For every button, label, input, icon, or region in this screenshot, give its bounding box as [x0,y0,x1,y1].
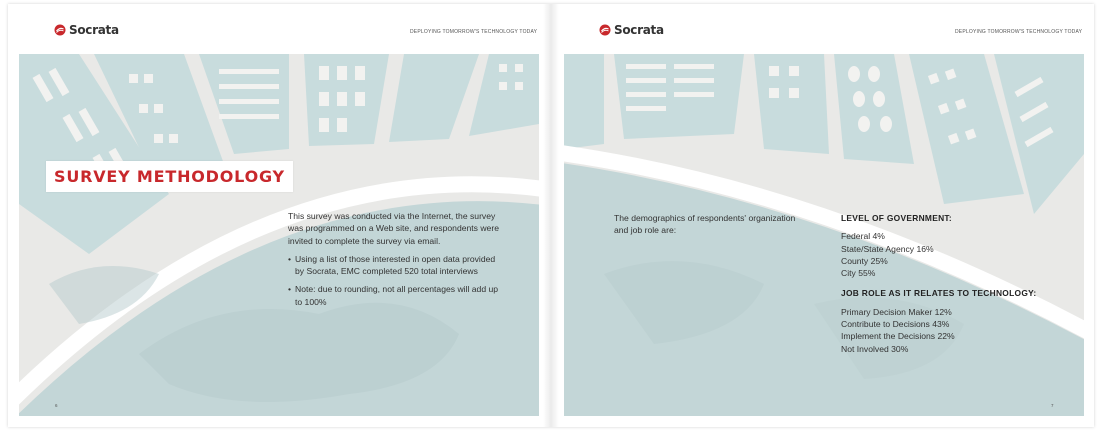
level-item: City 55% [841,268,876,279]
logo [54,23,119,37]
logo-text: Socrata [614,23,664,37]
methodology-text [288,210,500,308]
level-heading: LEVEL OF GOVERNMENT: [841,213,953,223]
header-tagline: DEPLOYING TOMORROW'S TECHNOLOGY TODAY [955,29,1083,35]
left-page [8,4,551,427]
role-item: Contribute to Decisions 43% [841,319,950,330]
logo-text: Socrata [69,23,119,37]
brochure-spread [8,4,1094,427]
page-number: 7 [1051,403,1054,408]
socrata-logo-icon [599,24,611,36]
section-title-box [46,161,293,192]
role-item: Not Involved 30% [841,343,909,354]
role-item: Primary Decision Maker 12% [841,306,952,317]
level-item: Federal 4% [841,231,885,242]
header-tagline: DEPLOYING TOMORROW'S TECHNOLOGY TODAY [410,29,538,35]
level-item: State/State Agency 16% [841,243,934,254]
role-heading: JOB ROLE AS IT RELATES TO TECHNOLOGY: [841,288,1037,299]
right-page [551,4,1094,427]
demographics-intro: The demographics of respondents' organization and job role are: [614,213,796,236]
methodology-bullet: • Note: due to rounding, not all percentages will add up to 100% [288,283,500,308]
methodology-intro: This survey was conducted via the Internet, the survey was programmed on a Web site, and respondents were invited to complete the survey via email. [288,211,499,246]
logo [599,23,664,37]
role-item: Implement the Decisions 22% [841,331,955,342]
page-title: SURVEY METHODOLOGY [54,167,285,186]
level-item: County 25% [841,255,888,266]
page-number: 6 [55,403,58,408]
socrata-logo-icon [54,24,66,36]
spread-gutter [543,4,559,427]
methodology-bullet: • Using a list of those interested in open data provided by Socrata, EMC completed 520 total interviews [288,253,500,278]
demographics-stats [841,212,1071,355]
